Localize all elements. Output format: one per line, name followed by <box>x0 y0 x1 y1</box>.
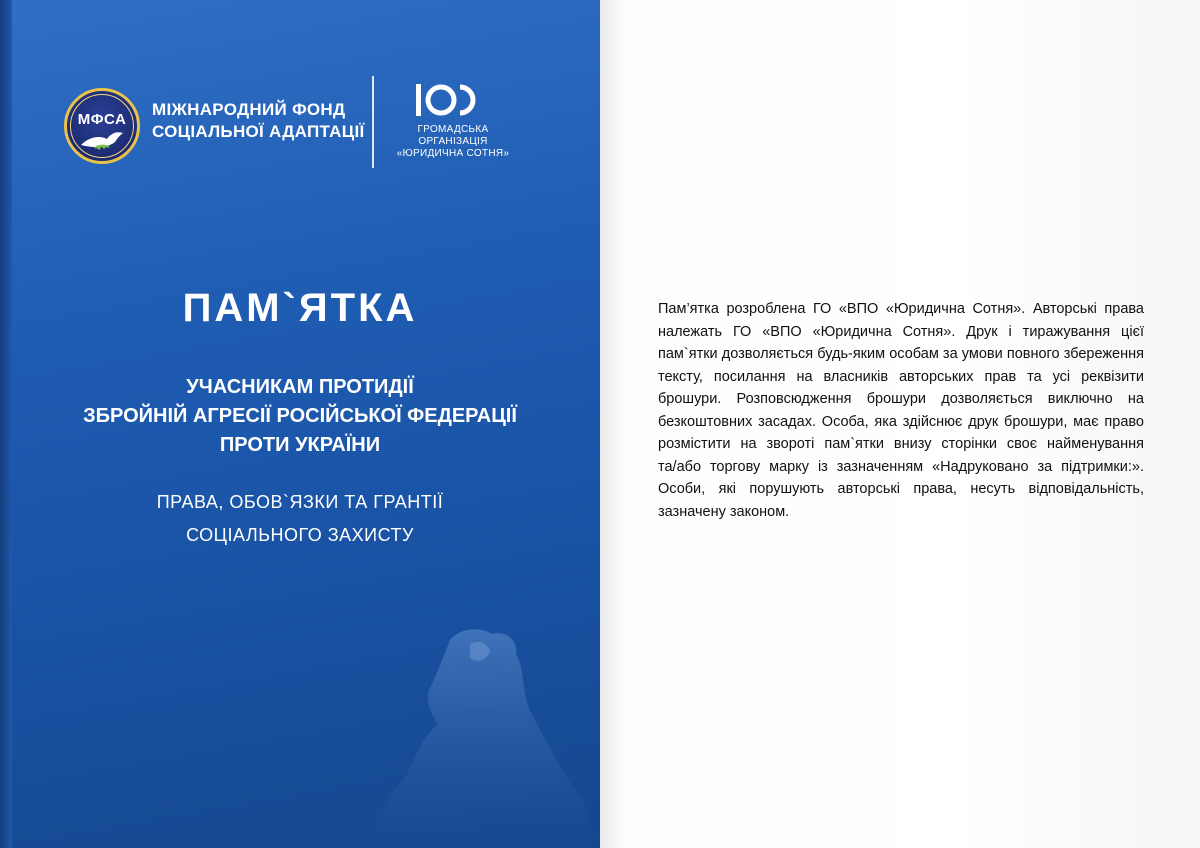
subtitle2-line: ПРАВА, ОБОВ`ЯЗКИ ТА ГРАНТІЇ <box>156 492 444 512</box>
yurydychna-sotnia-logo <box>410 80 490 120</box>
mfsa-logo-text: МФСА <box>77 111 127 128</box>
dove-icon <box>77 127 129 153</box>
copyright-line: тексту, посилання на власників авторських прав та усі реквізити <box>658 368 1144 385</box>
copyright-line: Пам’ятка розроблена ГО «ВПО «Юридична Сотня». Авторські права <box>658 301 1144 317</box>
org2-name <box>380 124 526 160</box>
org1-name <box>152 99 372 143</box>
subtitle-line: ПРОТИ УКРАЇНИ <box>219 434 381 456</box>
cover-subtitle <box>0 373 600 460</box>
soldier-silhouette-image <box>320 600 600 848</box>
subtitle-line: ЗБРОЙНІЙ АГРЕСІЇ РОСІЙСЬКОЇ ФЕДЕРАЦІЇ <box>83 405 517 427</box>
copyright-line: безкоштовних засадах. Особа, яка здійснює друк брошури, має право <box>658 413 1144 430</box>
copyright-line: належать ГО «ВПО «Юридична Сотня». Друк і тиражування цієї <box>658 323 1144 340</box>
copyright-line: брошури. Розповсюдження брошури дозволяється виключно на <box>658 391 1144 407</box>
org2-name-line: ОРГАНІЗАЦІЯ <box>418 136 488 147</box>
subtitle-line: УЧАСНИКАМ ПРОТИДІЇ <box>186 376 414 398</box>
org1-name-line: СОЦІАЛЬНОЇ АДАПТАЦІЇ <box>152 122 365 141</box>
copyright-line: розмістити на звороті пам`ятки внизу сторінки своє найменування <box>658 436 1144 452</box>
cover-title: ПАМ`ЯТКА <box>182 286 418 330</box>
copyright-line: пам`ятки дозволяється будь-яким особам за умови повного збереження <box>658 346 1144 362</box>
org2-name-line: ГРОМАДСЬКА <box>417 124 489 135</box>
subtitle2-line: СОЦІАЛЬНОГО ЗАХИСТУ <box>186 525 414 545</box>
copyright-line: та/або торгову марку із зазначенням «Надруковано за підтримки:». <box>658 458 1144 475</box>
copyright-line: зазначену законом. <box>658 503 790 520</box>
copyright-notice <box>658 298 1144 523</box>
copyright-line: Особи, які порушують авторські права, несуть відповідальність, <box>658 481 1144 497</box>
org2-name-line: «ЮРИДИЧНА СОТНЯ» <box>396 148 510 159</box>
mfsa-logo <box>64 88 140 164</box>
cover-subtitle-rights <box>0 486 600 552</box>
org1-name-line: МІЖНАРОДНИЙ ФОНД <box>152 100 346 119</box>
logo-divider <box>372 76 374 168</box>
